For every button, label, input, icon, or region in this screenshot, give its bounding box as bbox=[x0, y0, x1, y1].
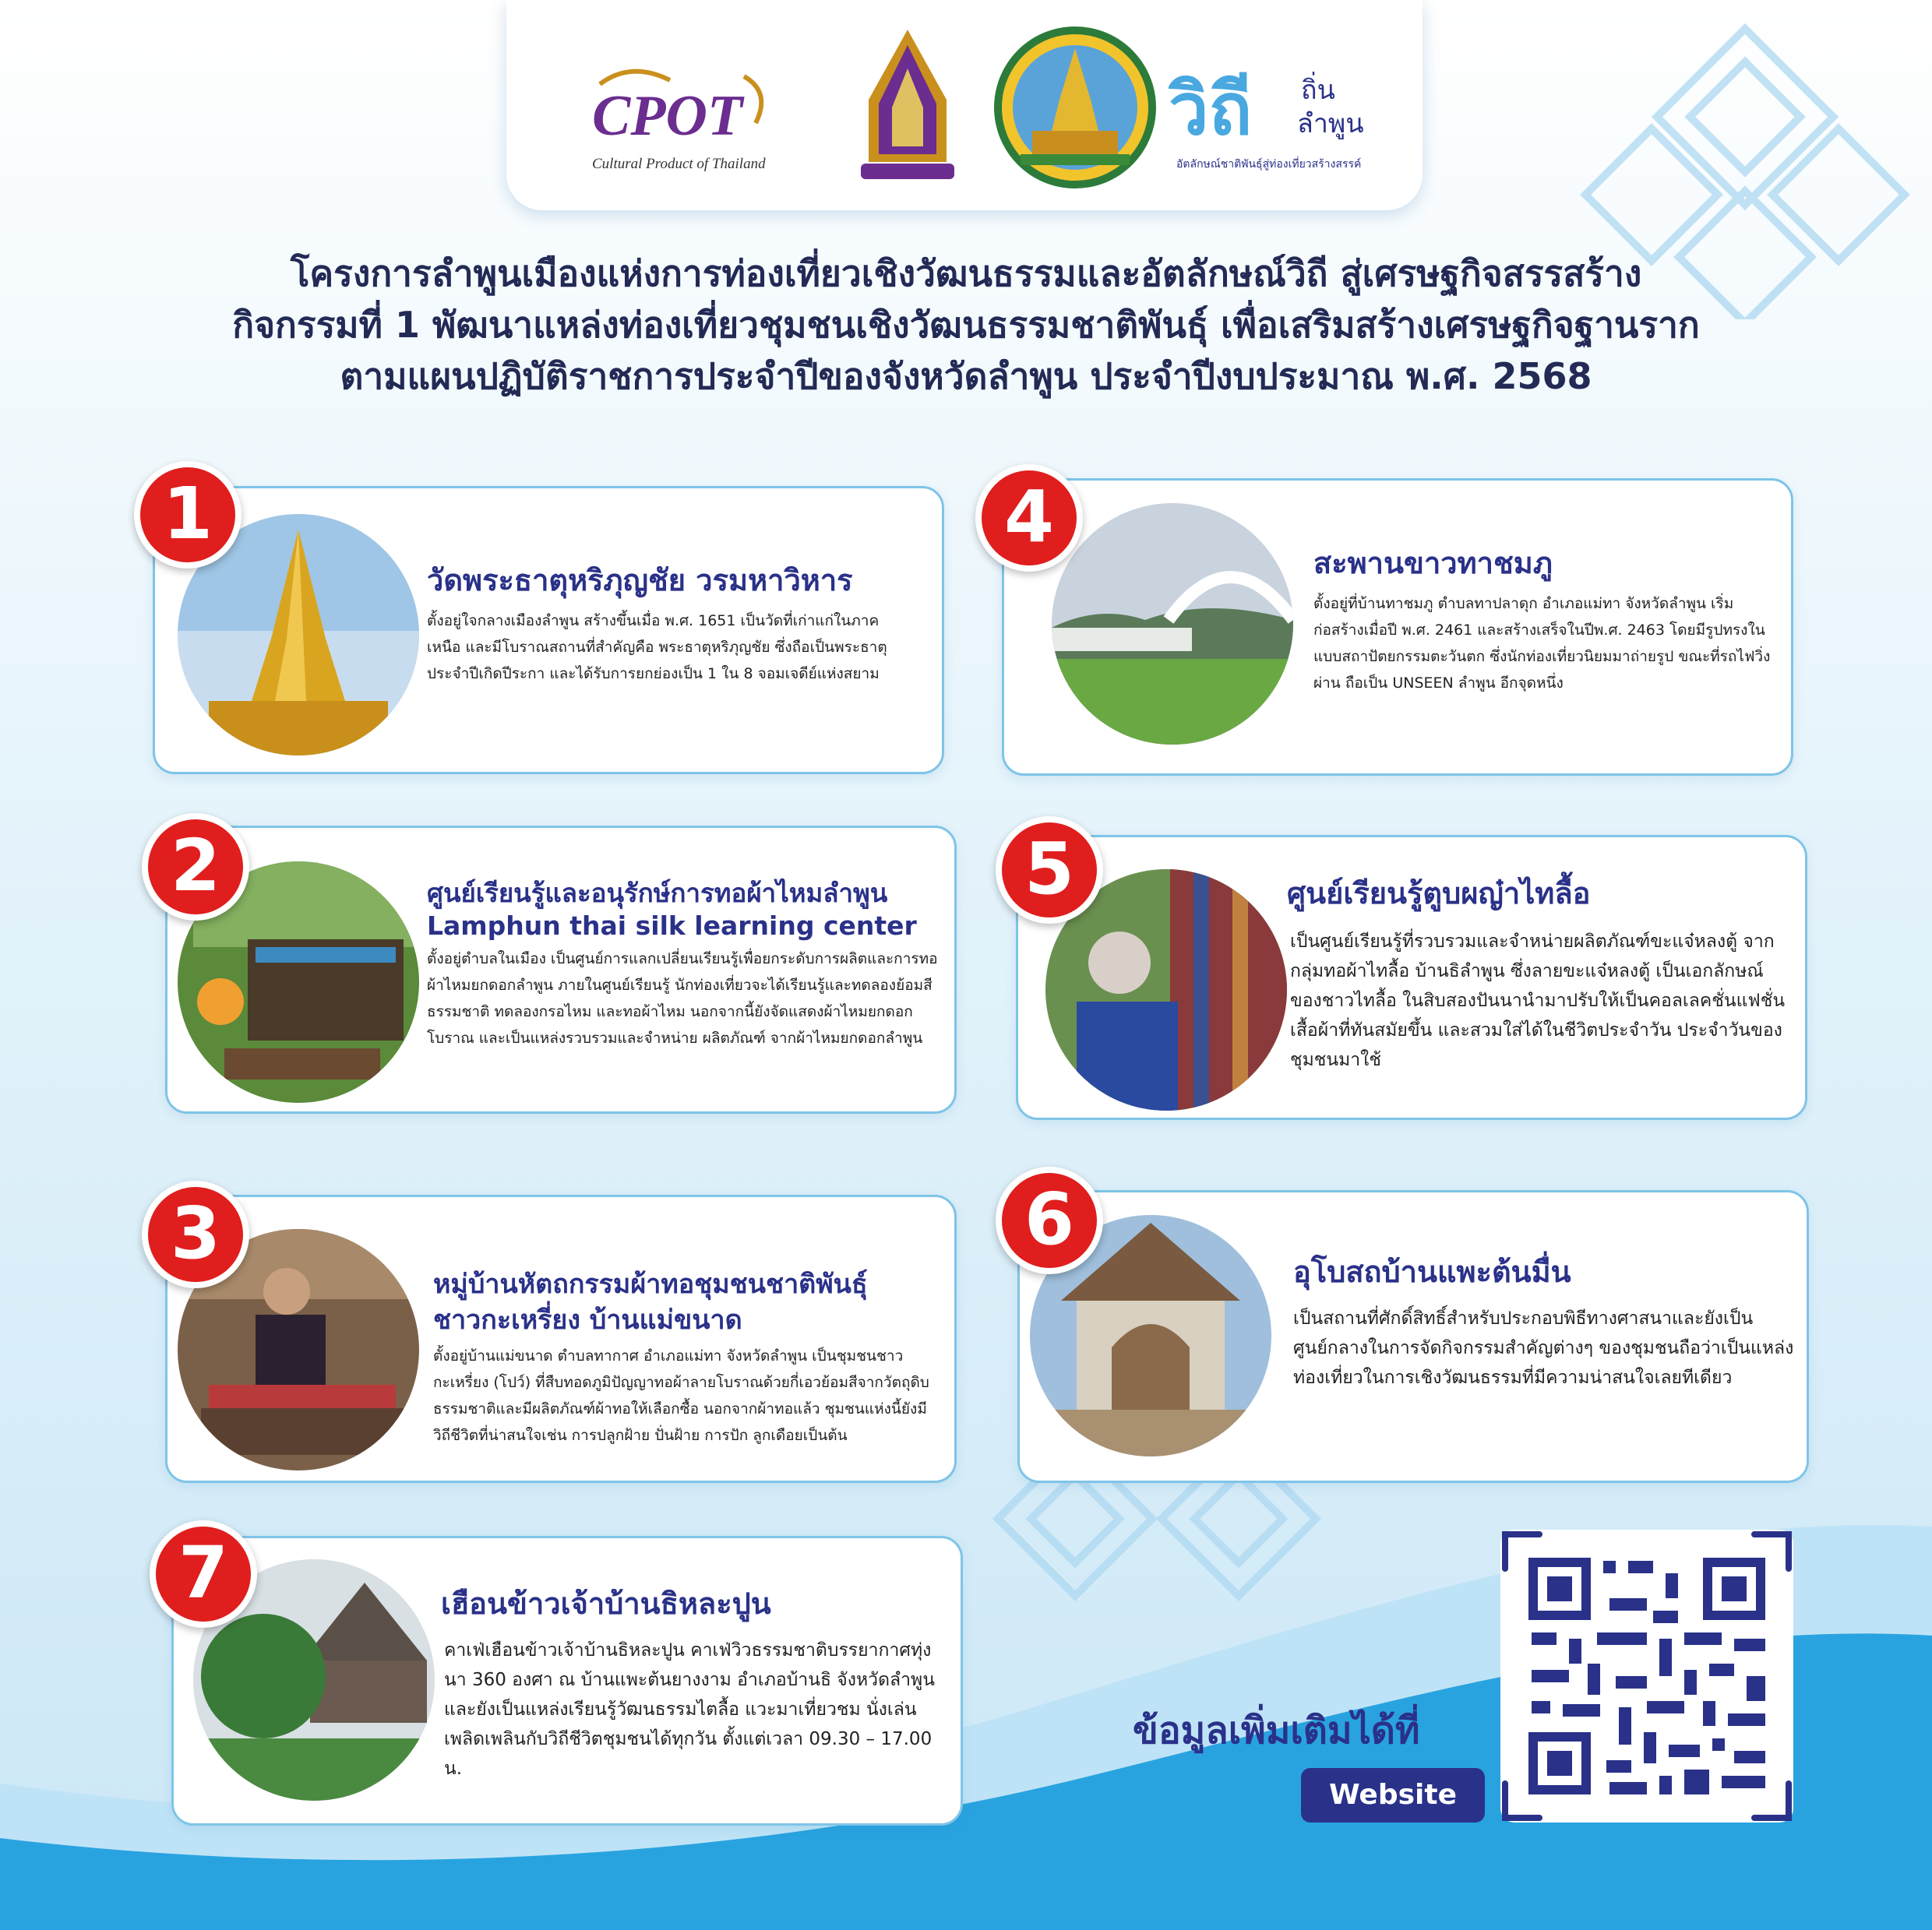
vithi-lamphun-logo bbox=[1169, 56, 1402, 181]
place-number-6: 6 bbox=[996, 1167, 1103, 1274]
lamphun-province-seal bbox=[989, 22, 1161, 193]
place-photo-4 bbox=[1052, 503, 1293, 745]
vithi-sub1-text: ถิ่น bbox=[1301, 75, 1335, 106]
place-desc-3: ตั้งอยู่บ้านแม่ขนาด ตำบลทากาศ อำเภอแม่ทา จังหวัดลำพูน เป็นชุมชนชาวกะเหรี่ยง (โปว์) ที่สืบทอดภูมิปัญญาทอผ้าลายโบราณด้วยกี่เอวย้อมสีจากวัตถุดิบธรรมชาติและมีผลิตภัณฑ์ผ้าทอให้เลือกซื้อ นอกจากผ้าทอแล้ว ชุมชนแห่งนี้ยังมีวิถีชีวิตที่น่าสนใจเช่น การปลูกฝ้าย ปั่นฝ้าย การปัก ลูกเดือยเป็นต้น bbox=[433, 1347, 929, 1444]
vithi-sub2-text: ลำพูน bbox=[1297, 108, 1364, 139]
vithi-main-text: วิถี bbox=[1169, 68, 1253, 151]
place-number-4: 4 bbox=[975, 464, 1083, 572]
place-title-3b: ชาวกะเหรี่ยง บ้านแม่ขนาด bbox=[433, 1305, 742, 1336]
header-titles bbox=[47, 248, 1885, 402]
place-title-7: เฮือนข้าวเจ้าบ้านธิหละปูน bbox=[441, 1587, 771, 1621]
place-title-1: วัดพระธาตุหริภุญชัย วรมหาวิหาร bbox=[427, 563, 853, 597]
place-number-5: 5 bbox=[996, 816, 1103, 924]
place-title-3a: หมู่บ้านหัตถกรรมผ้าทอชุมชนชาติพันธุ์ bbox=[433, 1269, 868, 1300]
cpot-caption: Cultural Product of Thailand bbox=[592, 156, 766, 172]
place-number-3: 3 bbox=[142, 1181, 249, 1288]
place-desc-2: ตั้งอยู่ตำบลในเมือง เป็นศูนย์การแลกเปลี่ยนเรียนรู้เพื่อยกระดับการผลิตและการทอผ้าไหมยกดอกลำพูน ภายในศูนย์เรียนรู้ นักท่องเที่ยวจะได้เรียนรู้และทดลองย้อมสีธรรมชาติ ทดลองกรอไหม และทอผ้าไหม นอกจากนี้ยังจัดแสดงผ้าไหมยกดอกโบราณ และเป็นแหล่งรวบรวมและจำหน่าย ผลิตภัณฑ์ จากผ้าไหมยกดอกลำพูน bbox=[427, 950, 938, 1047]
place-title-5: ศูนย์เรียนรู้ตูบผญ๋าไทลื้อ bbox=[1287, 876, 1591, 910]
place-title-2a: ศูนย์เรียนรู้และอนุรักษ์การทอผ้าไหมลำพูน bbox=[427, 878, 888, 908]
vithi-tagline: อัตลักษณ์ชาติพันธุ์สู่ท่องเที่ยวสร้างสรรค์ bbox=[1176, 158, 1362, 171]
more-info-text: ข้อมูลเพิ่มเติมได้ที่ bbox=[1133, 1709, 1420, 1752]
place-number-1: 1 bbox=[134, 461, 242, 569]
website-button[interactable]: Website bbox=[1301, 1768, 1485, 1823]
logo-bar bbox=[506, 0, 1423, 210]
place-number-2: 2 bbox=[142, 813, 249, 921]
place-desc-6: เป็นสถานที่ศักดิ์สิทธิ์สำหรับประกอบพิธีทางศาสนาและยังเป็นศูนย์กลางในการจัดกิจกรรมสำคัญต่างๆ ของชุมชนถือว่าเป็นแหล่งท่องเที่ยวในการเชิงวัฒนธรรมที่มีความน่าสนใจเลยทีเดียว bbox=[1293, 1308, 1794, 1388]
place-title-2b: Lamphun thai silk learning center bbox=[427, 910, 917, 941]
place-desc-1: ตั้งอยู่ใจกลางเมืองลำพูน สร้างขึ้นเมื่อ พ.ศ. 1651 เป็นวัดที่เก่าแก่ในภาคเหนือ และมีโบราณสถานที่สำคัญคือ พระธาตุหริภุญชัย ซึ่งถือเป็นพระธาตุประจำปีเกิดปีระกา และได้รับการยกย่องเป็น 1 ใน 8 จอมเจดีย์แห่งสยาม bbox=[427, 612, 887, 682]
place-desc-7: คาเฟ่เฮือนข้าวเจ้าบ้านธิหละปูน คาเฟ่วิวธรรมชาติบรรยากาศทุ่งนา 360 องศา ณ บ้านแพะต้นยางงาม อำเภอบ้านธิ จังหวัดลำพูน และยังเป็นแหล่งเรียนรู้วัฒนธรรมไตลื้อ แวะมาเที่ยวชม นั่งเล่น เพลิดเพลินกับวิถีชีวิตชุมชนได้ทุกวัน ตั้งแต่เวลา 09.30 – 17.00 น. bbox=[444, 1640, 935, 1779]
header-line-3: ตามแผนปฏิบัติราชการประจำปีของจังหวัดลำพูน ประจำปีงบประมาณ พ.ศ. 2568 bbox=[340, 355, 1592, 397]
ministry-culture-seal bbox=[857, 30, 958, 185]
header-line-1: โครงการลำพูนเมืองแห่งการท่องเที่ยวเชิงวัฒนธรรมและอัตลักษณ์วิถี สู่เศรษฐกิจสรรสร้าง bbox=[290, 252, 1642, 294]
cpot-logo-text: CPOT bbox=[592, 84, 743, 148]
place-title-4: สะพานขาวทาชมภู bbox=[1313, 546, 1553, 580]
place-desc-4: ตั้งอยู่ที่บ้านทาชมภู ตำบลทาปลาดุก อำเภอแม่ทา จังหวัดลำพูน เริ่มก่อสร้างเมื่อปี พ.ศ. 2461 และสร้างเสร็จในปีพ.ศ. 2463 โดยมีรูปทรงในแบบสถาปัตยกรรมตะวันตก ซึ่งนักท่องเที่ยวนิยมมาถ่ายรูป ขณะที่รถไฟวิ่งผ่าน ถือเป็น UNSEEN ลำพูน อีกจุดหนึ่ง bbox=[1313, 595, 1771, 692]
cpot-logo bbox=[584, 61, 779, 178]
place-title-6: อุโบสถบ้านแพะต้นมื่น bbox=[1293, 1255, 1571, 1289]
header-line-2: กิจกรรมที่ 1 พัฒนาแหล่งท่องเที่ยวชุมชนเชิงวัฒนธรรมชาติพันธุ์ เพื่อเสริมสร้างเศรษฐกิจฐานราก bbox=[232, 304, 1700, 346]
qr-code[interactable] bbox=[1500, 1530, 1793, 1823]
place-desc-5: เป็นศูนย์เรียนรู้ที่รวบรวมและจำหน่ายผลิตภัณฑ์ขะแจ๋หลงตู้ จากกลุ่มทอผ้าไทลื้อ บ้านธิลำพูน ซึ่งลายขะแจ๋หลงตู้ เป็นเอกลักษณ์ของชาวไทลื้อ ในสิบสองปันนานำมาปรับให้เป็นคอลเลคชั่นแฟชั่นเสื้อผ้าที่ทันสมัยขึ้น และสวมใส่ได้ในชีวิตประจำวัน ประจำวันของชุมชนมาใช้ bbox=[1290, 932, 1786, 1070]
place-number-7: 7 bbox=[150, 1520, 257, 1628]
